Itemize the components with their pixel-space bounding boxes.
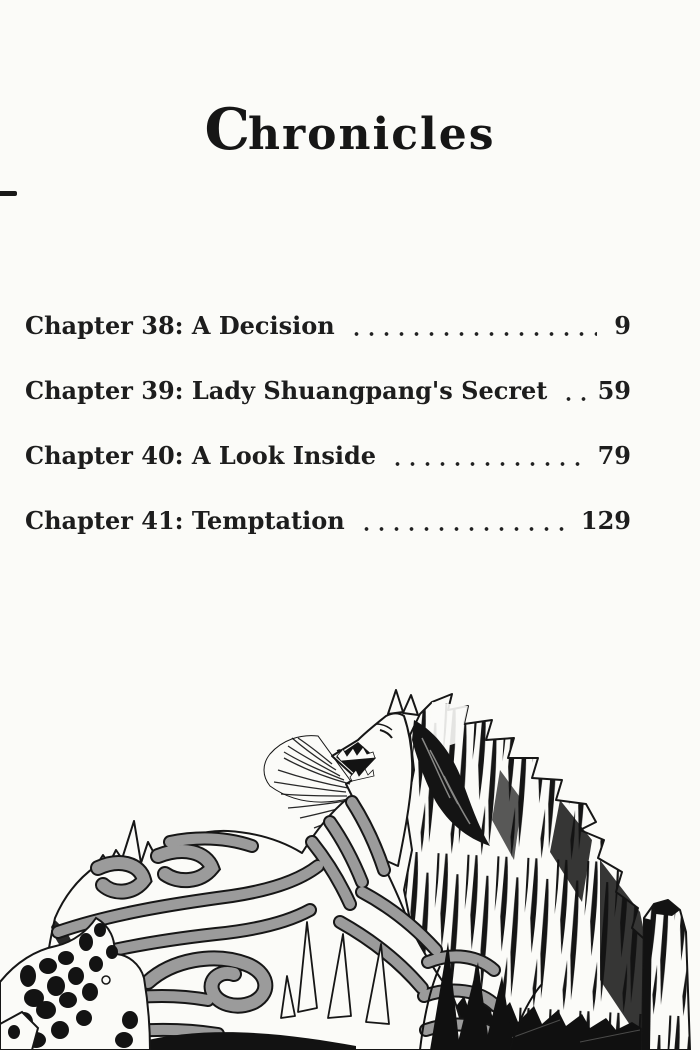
table-of-contents	[25, 310, 631, 570]
toc-entry	[25, 310, 631, 342]
horn-spikes	[388, 690, 418, 715]
dot-leader	[357, 505, 571, 537]
page-title: Chronicles	[204, 96, 496, 163]
dot-leader	[559, 375, 587, 407]
page-edge-mark	[0, 191, 17, 196]
stone-pillar	[642, 900, 690, 1050]
toc-entry-page: 9	[614, 311, 631, 340]
toc-entry-label: Chapter 39: Lady Shuangpang's Secret	[25, 376, 548, 405]
toc-entry-label: Chapter 38: A Decision	[25, 311, 335, 340]
toc-entry	[25, 505, 631, 537]
manga-illustration	[0, 680, 700, 1050]
toc-entry-page: 59	[597, 376, 631, 405]
toc-entry	[25, 375, 631, 407]
toc-entry-label: Chapter 40: A Look Inside	[25, 441, 377, 470]
toc-entry-label: Chapter 41: Temptation	[25, 506, 345, 535]
dot-leader	[388, 440, 588, 472]
toc-entry	[25, 440, 631, 472]
toc-entry-page: 129	[580, 506, 631, 535]
toc-entry-page: 79	[597, 441, 631, 470]
dot-leader	[347, 310, 597, 342]
